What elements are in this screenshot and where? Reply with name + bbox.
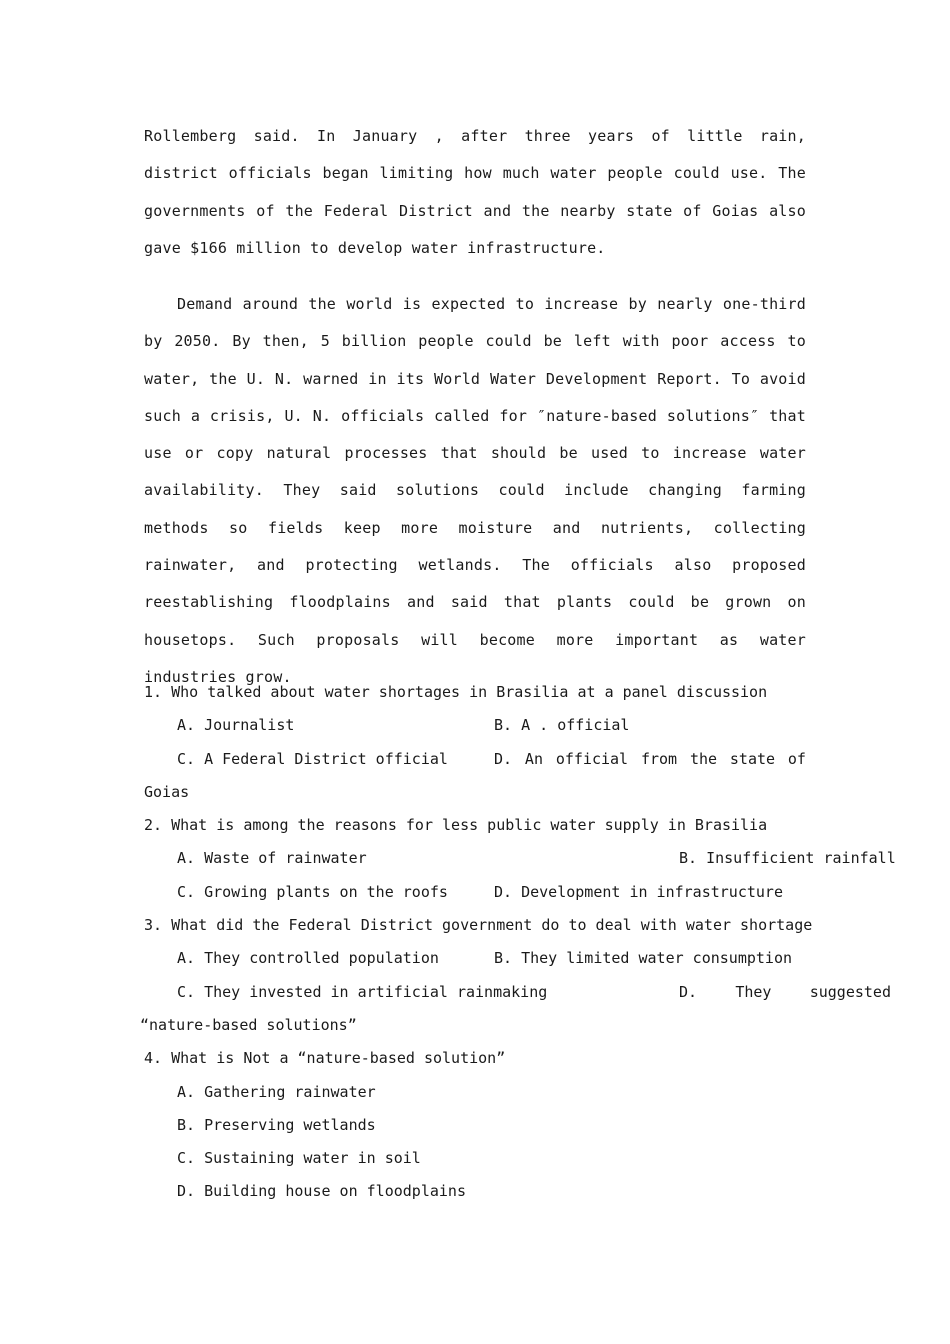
question-3-stem: 3. What did the Federal District government do to deal with water shortage	[144, 916, 813, 935]
question-4-option-c-row	[144, 1142, 904, 1175]
question-4-option-a-row	[144, 1076, 904, 1109]
question-1-option-a: A. Journalist	[177, 716, 295, 735]
question-4-option-a: A. Gathering rainwater	[177, 1082, 376, 1101]
question-2-stem: 2. What is among the reasons for less public water supply in Brasilia	[144, 816, 768, 835]
question-1-options-row-2	[144, 743, 904, 776]
question-4-option-b-row	[144, 1109, 904, 1142]
question-2-option-a: A. Waste of rainwater	[177, 849, 367, 868]
question-1-option-b: B. A . official	[494, 716, 630, 735]
question-3-option-d-continued: “nature-based solutions”	[140, 1015, 357, 1034]
question-1-option-d-word: the	[689, 749, 718, 768]
question-2-option-d: D. Development in infrastructure	[494, 882, 783, 901]
question-3-option-d-word: They	[735, 982, 772, 1001]
question-3-option-b: B. They limited water consumption	[494, 949, 793, 968]
question-1-option-d-word: state	[729, 749, 776, 768]
question-2-option-b: B. Insufficient rainfall	[679, 849, 896, 868]
question-1-option-d-continued: Goias	[144, 782, 190, 801]
question-3-option-d-word: D.	[679, 982, 698, 1001]
question-2-options-row-2	[144, 876, 904, 909]
question-3-option-d	[679, 976, 891, 1009]
question-1-option-d-word: of	[787, 749, 806, 768]
question-1-option-c: C. A Federal District official	[177, 749, 448, 768]
question-3-option-c: C. They invested in artificial rainmaking	[177, 982, 548, 1001]
question-list	[140, 676, 904, 1209]
question-1-option-d-word: official	[555, 749, 629, 768]
question-2-options-row-1	[144, 842, 904, 875]
question-4-stem: 4. What is Not a “nature-based solution”	[144, 1049, 506, 1068]
question-2-option-c: C. Growing plants on the roofs	[177, 882, 448, 901]
question-1-option-d-word: from	[640, 749, 678, 768]
question-4-option-b: B. Preserving wetlands	[177, 1115, 376, 1134]
question-3-option-d-word: suggested	[809, 982, 891, 1001]
question-4-option-d: D. Building house on floodplains	[177, 1182, 466, 1201]
question-4-option-c: C. Sustaining water in soil	[177, 1149, 421, 1168]
question-1-stem: 1. Who talked about water shortages in Brasilia at a panel discussion	[144, 683, 768, 701]
passage-paragraph-2: Demand around the world is expected to increase by nearly one-third by 2050. By then, 5 billion people could be left with poor access to water, the U. N. warned in its World Water Development Report. To avoid such a crisis, U. N. officials called for ″nature-based solutions″ that use or copy natural processes that should be used to increase water availability. They said solutions could include changing farming methods so fields keep more moisture and nutrients, collecting rainwater, and protecting wetlands. The officials also proposed reestablishing floodplains and said that plants could be grown on housetops. Such proposals will become more important as water industries grow.	[144, 295, 806, 686]
question-3-options-row-2	[144, 976, 904, 1009]
question-1-options-row-1	[144, 709, 904, 742]
question-1-option-d-word: An	[524, 749, 543, 768]
question-1-option-d	[494, 743, 806, 776]
question-3-option-a: A. They controlled population	[177, 949, 439, 968]
question-4-option-d-row	[144, 1175, 904, 1208]
question-3-options-row-1	[144, 942, 904, 975]
passage-paragraph-1: Rollemberg said. In January , after three years of little rain, district officials began limiting how much water people could use. The governments of the Federal District and the nearby state of Goias also gave $166 million to develop water infrastructure.	[144, 127, 806, 257]
question-1-option-d-word: D.	[494, 749, 513, 768]
